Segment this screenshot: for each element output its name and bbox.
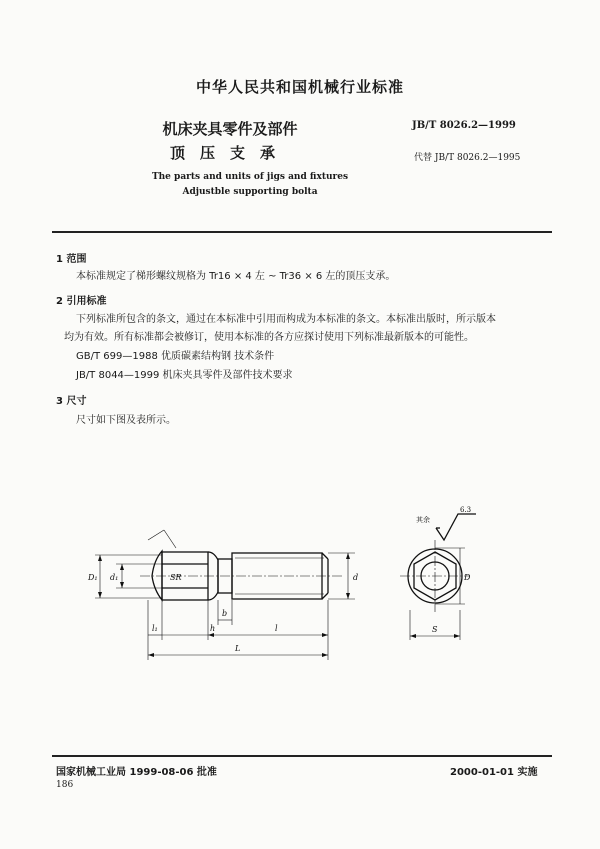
title-cn-line1: 机床夹具零件及部件 <box>162 120 298 138</box>
standard-code: JB/T 8026.2—1999 <box>412 120 516 131</box>
references-text-2: 均为有效。所有标准都会被修订，使用本标准的各方应探讨使用下列标准最新版本的可能性。 <box>64 332 474 343</box>
label-SR: SR <box>170 573 182 582</box>
dimensions-text: 尺寸如下图及表所示。 <box>76 415 176 426</box>
label-D: D <box>464 573 471 582</box>
reference-jbt8044: JB/T 8044—1999 机床夹具零件及部件技术要求 <box>76 370 293 381</box>
label-h: h <box>210 624 216 633</box>
title-en-line1: The parts and units of jigs and fixtures <box>151 172 349 182</box>
page-number: 186 <box>56 780 74 790</box>
footer-rule <box>52 755 552 757</box>
label-S: S <box>432 625 438 634</box>
label-d: d <box>353 573 359 582</box>
title-en-line2: Adjustble supporting bolta <box>182 187 318 197</box>
label-D1: D₁ <box>88 573 98 582</box>
technical-drawing <box>80 500 500 675</box>
header-rule <box>52 231 552 233</box>
roughness-value: 6.3 <box>460 506 472 514</box>
label-l: l <box>275 624 278 633</box>
implementation-date: 2000-01-01 实施 <box>450 767 538 778</box>
spherical-tip <box>152 551 162 600</box>
standard-title: 中华人民共和国机械行业标准 <box>195 78 404 96</box>
approval-note: 国家机械工业局 1999-08-06 批准 <box>56 767 217 778</box>
label-L: L <box>235 644 241 653</box>
replaces-note: 代替 JB/T 8026.2—1995 <box>414 153 521 163</box>
scope-text: 本标准规定了梯形螺纹规格为 Tr16 × 4 左 ~ Tr36 × 6 左的顶压支承。 <box>76 271 396 282</box>
section-heading-dimensions: 3 尺寸 <box>56 396 87 407</box>
title-cn-line2: 顶压支承 <box>169 144 290 162</box>
label-l1: l₁ <box>152 624 158 633</box>
reference-gbt699: GB/T 699—1988 优质碳素结构钢 技术条件 <box>76 351 275 362</box>
section-heading-references: 2 引用标准 <box>56 296 107 307</box>
label-d1: d₁ <box>110 573 119 582</box>
section-heading-scope: 1 范围 <box>56 254 87 265</box>
label-b: b <box>222 609 228 618</box>
references-text-1: 下列标准所包含的条文，通过在本标准中引用而构成为本标准的条文。本标准出版时，所示版本 <box>76 314 496 325</box>
surface-note: 其余 <box>416 516 430 524</box>
